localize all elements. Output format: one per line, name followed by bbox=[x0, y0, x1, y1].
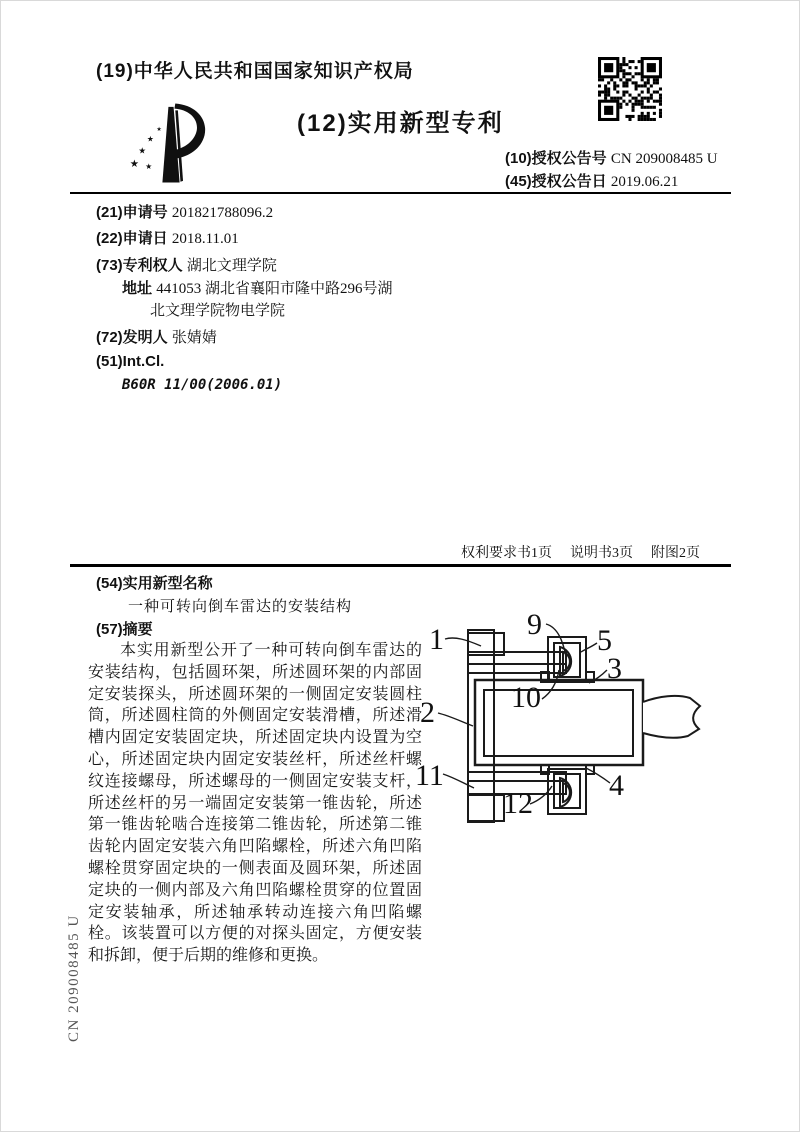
figure-pages: 附图2页 bbox=[651, 546, 700, 561]
publication-number-label: (10)授权公告号 bbox=[505, 150, 607, 167]
inventor-value: 张婧婧 bbox=[171, 330, 217, 346]
abstract-text: 本实用新型公开了一种可转向倒车雷达的安装结构，包括圆环架，所述圆环架的内部固定安装探头，所述圆环架的一侧固定安装圆柱筒，所述圆柱筒的外侧固定安装滑槽，所述滑槽内固定安装固定块，所述固定块内设置为空心，所述固定块内固定安装丝杆，所述丝杆螺纹连接螺母，所述螺母的一侧固定安装支杆，所述丝杆的另一端固定安装第一锥齿轮，所述第一锥齿轮啮合连接第二锥齿轮，所述第二锥齿轮内固定安装六角凹陷螺栓，所述六角凹陷螺栓贯穿固定块的一侧表面及圆环架，所述固定块的一侧内部及六角凹陷螺栓贯穿的位置固定安装轴承，所述轴承转动连接六角凹陷螺栓。该装置可以方便的对探头固定，方便安装和拆卸，便于后期的维修和更换。 bbox=[88, 642, 422, 965]
svg-text:★: ★ bbox=[146, 134, 154, 144]
application-date-label: (22)申请日 bbox=[96, 230, 168, 247]
inventor-row bbox=[96, 326, 217, 347]
patent-figure bbox=[405, 602, 740, 857]
address-label: 地址 bbox=[122, 280, 153, 297]
application-number-label: (21)申请号 bbox=[96, 204, 168, 221]
title-section-label: (54)实用新型名称 bbox=[96, 575, 213, 592]
figure-label-5: 5 bbox=[597, 624, 612, 657]
address-line2: 北文理学院物电学院 bbox=[150, 303, 286, 319]
application-date-row bbox=[96, 227, 239, 248]
figure-label-12: 12 bbox=[503, 787, 533, 820]
section-divider bbox=[70, 564, 731, 567]
figure-label-9: 9 bbox=[527, 608, 542, 641]
application-number-row bbox=[96, 201, 273, 222]
qr-code bbox=[598, 57, 662, 121]
publication-date-label: (45)授权公告日 bbox=[505, 173, 607, 190]
patentee-row bbox=[96, 254, 277, 275]
description-pages: 说明书3页 bbox=[570, 546, 633, 561]
svg-text:★: ★ bbox=[145, 161, 153, 171]
page-counts bbox=[461, 542, 700, 562]
figure-label-4: 4 bbox=[609, 769, 624, 802]
doc-type-title: (12)实用新型专利 bbox=[297, 110, 504, 137]
figure-numbers bbox=[415, 608, 624, 820]
abstract-section-label: (57)摘要 bbox=[96, 621, 153, 638]
cnipa-logo bbox=[128, 96, 214, 190]
publication-date-value: 2019.06.21 bbox=[610, 174, 679, 190]
svg-text:★: ★ bbox=[138, 146, 147, 157]
publication-number-value: CN 209008485 U bbox=[610, 151, 718, 167]
cable-break-symbol bbox=[643, 696, 700, 738]
claims-pages: 权利要求书1页 bbox=[461, 546, 552, 561]
figure-label-2: 2 bbox=[420, 696, 435, 729]
publication-date-line bbox=[505, 170, 678, 191]
figure-label-11: 11 bbox=[415, 759, 444, 792]
intcl-value: B60R 11/00(2006.01) bbox=[122, 377, 283, 393]
invention-title: 一种可转向倒车雷达的安装结构 bbox=[128, 599, 353, 615]
svg-text:★: ★ bbox=[156, 125, 162, 133]
application-number-value: 201821788096.2 bbox=[171, 205, 274, 221]
header-divider bbox=[70, 192, 731, 194]
address-row bbox=[122, 277, 392, 298]
application-date-value: 2018.11.01 bbox=[171, 231, 239, 247]
intcl-label: (51)Int.Cl. bbox=[96, 353, 165, 370]
address-line1: 441053 湖北省襄阳市隆中路296号湖 bbox=[156, 281, 393, 297]
side-publication-number: CN 209008485 U bbox=[66, 914, 82, 1042]
svg-text:★: ★ bbox=[129, 158, 139, 171]
figure-label-10: 10 bbox=[511, 681, 541, 714]
patent-office-line: (19)中华人民共和国国家知识产权局 bbox=[96, 61, 414, 82]
inventor-label: (72)发明人 bbox=[96, 329, 168, 346]
patentee-label: (73)专利权人 bbox=[96, 257, 183, 274]
figure-label-1: 1 bbox=[429, 623, 444, 656]
publication-number-line bbox=[505, 147, 718, 168]
figure-label-3: 3 bbox=[607, 652, 622, 685]
patentee-value: 湖北文理学院 bbox=[186, 258, 277, 274]
